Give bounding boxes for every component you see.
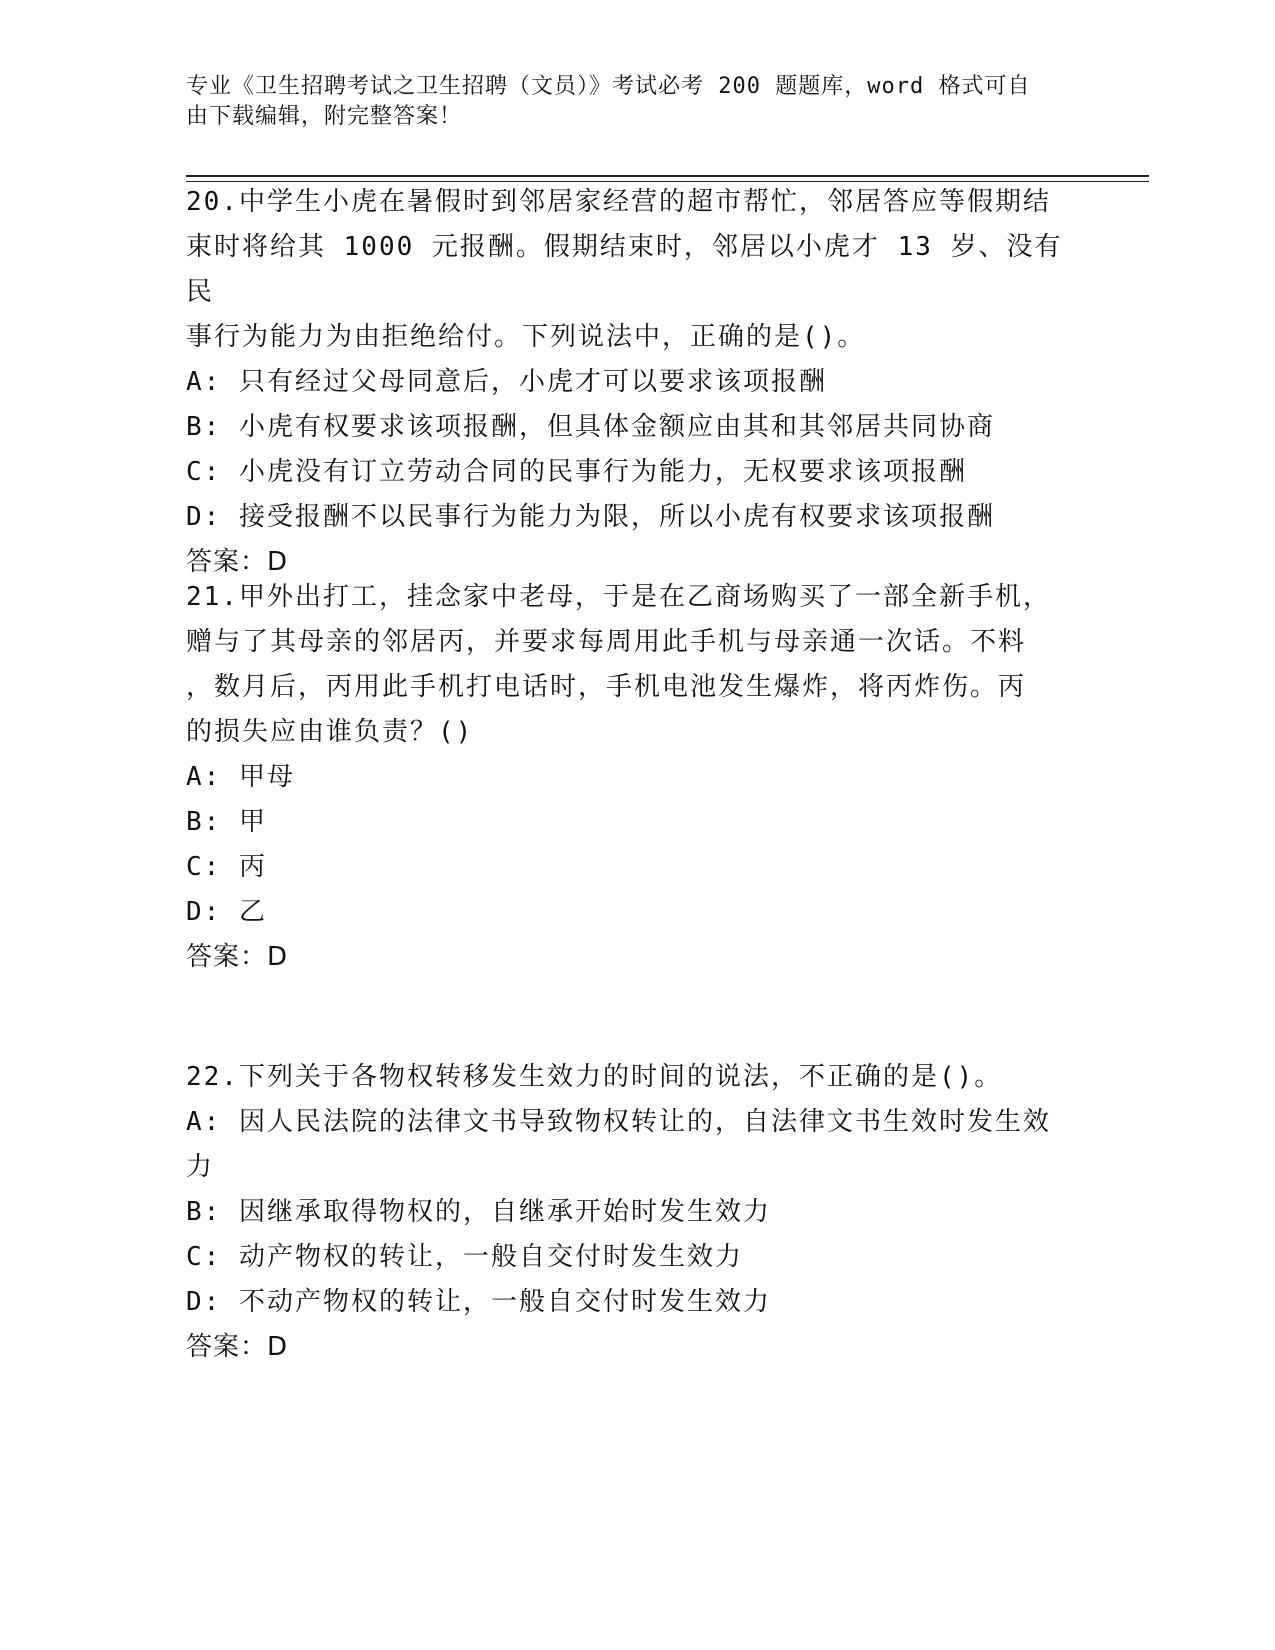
document-header	[186, 72, 1066, 132]
stem-line: ，数月后，丙用此手机打电话时，手机电池发生爆炸，将丙炸伤。丙	[186, 672, 1027, 702]
option-b	[186, 405, 1066, 450]
option-text: A: 甲母	[186, 762, 295, 792]
stem-line: 事行为能力为由拒绝给付。下列说法中，正确的是()。	[186, 322, 866, 352]
option-text: B: 因继承取得物权的，自继承开始时发生效力	[186, 1197, 771, 1227]
question-stem	[186, 575, 1066, 755]
option-text: B: 甲	[186, 807, 267, 837]
option-d	[186, 890, 1066, 935]
option-c	[186, 450, 1066, 495]
stem-line: 的损失应由谁负责？()	[186, 717, 474, 747]
answer: 答案：D	[186, 942, 289, 972]
option-b	[186, 800, 1066, 845]
header-line-2: 由下载编辑，附完整答案！	[186, 104, 463, 129]
option-text: C: 小虎没有订立劳动合同的民事行为能力，无权要求该项报酬	[186, 457, 967, 487]
option-a	[186, 360, 1066, 405]
option-b	[186, 1190, 1066, 1235]
question-stem	[186, 180, 1066, 360]
option-text: A: 因人民法院的法律文书导致物权转让的，自法律文书生效时发生效	[186, 1107, 1051, 1137]
option-c	[186, 845, 1066, 890]
answer: 答案：D	[186, 1332, 289, 1362]
header-line-1: 专业《卫生招聘考试之卫生招聘（文员）》考试必考 200 题题库，word 格式可自	[186, 74, 1031, 99]
option-text: D: 不动产物权的转让，一般自交付时发生效力	[186, 1287, 771, 1317]
option-c	[186, 1235, 1066, 1280]
answer: 答案：D	[186, 547, 289, 577]
option-text: A: 只有经过父母同意后，小虎才可以要求该项报酬	[186, 367, 827, 397]
option-text: C: 丙	[186, 852, 267, 882]
option-d	[186, 495, 1066, 540]
stem-line: 赠与了其母亲的邻居丙，并要求每周用此手机与母亲通一次话。不料	[186, 627, 1027, 657]
option-a	[186, 755, 1066, 800]
option-text: D: 接受报酬不以民事行为能力为限，所以小虎有权要求该项报酬	[186, 502, 995, 532]
stem-line: 20.中学生小虎在暑假时到邻居家经营的超市帮忙，邻居答应等假期结	[186, 187, 1051, 217]
stem-line: 22.下列关于各物权转移发生效力的时间的说法，不正确的是()。	[186, 1062, 1003, 1092]
option-a	[186, 1100, 1066, 1190]
option-text: D: 乙	[186, 897, 267, 927]
question-22	[186, 1055, 1066, 1370]
stem-line: 21.甲外出打工，挂念家中老母，于是在乙商场购买了一部全新手机，	[186, 582, 1051, 612]
option-text-continued: 力	[186, 1152, 215, 1182]
stem-line: 束时将给其 1000 元报酬。假期结束时，邻居以小虎才 13 岁、没有民	[186, 232, 1063, 307]
option-text: B: 小虎有权要求该项报酬，但具体金额应由其和其邻居共同协商	[186, 412, 995, 442]
option-d	[186, 1280, 1066, 1325]
question-21	[186, 575, 1066, 980]
option-text: C: 动产物权的转让，一般自交付时发生效力	[186, 1242, 743, 1272]
question-stem	[186, 1055, 1066, 1100]
question-20	[186, 180, 1066, 585]
